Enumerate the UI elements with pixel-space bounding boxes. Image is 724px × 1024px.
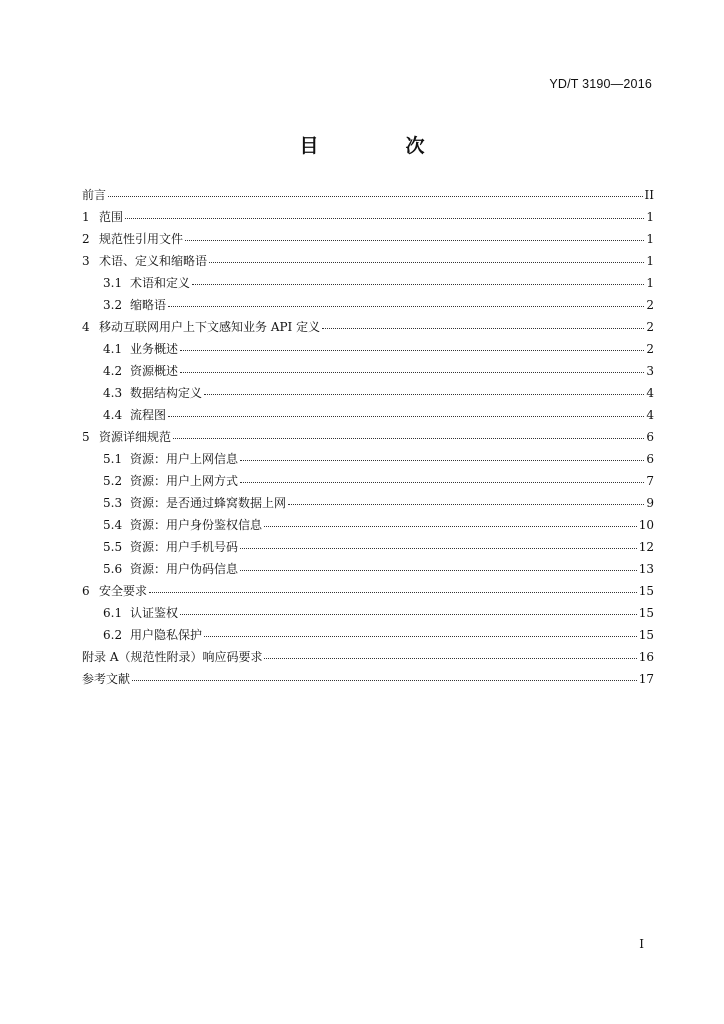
toc-entry-number: 6: [82, 584, 90, 598]
toc-dot-leader: [264, 658, 636, 659]
toc-entry-page: 4: [646, 386, 654, 400]
toc-entry-page: 2: [646, 320, 654, 334]
toc-entry-label: 资源概述: [130, 364, 179, 378]
toc-dot-leader: [264, 526, 637, 527]
toc-dot-leader: [204, 636, 637, 637]
toc-entry-number: 3: [82, 254, 90, 268]
toc-entry-number: 1: [82, 210, 90, 224]
toc-entry[interactable]: [82, 360, 654, 382]
toc-entry-label: 资源：用户身份鉴权信息: [130, 518, 263, 532]
toc-entry-page: 1: [646, 210, 654, 224]
toc-entry-label: 前言: [82, 188, 107, 202]
toc-entry-page: 1: [646, 276, 654, 290]
toc-entry-number: 4.1: [103, 342, 123, 356]
toc-dot-leader: [108, 196, 643, 197]
toc-dot-leader: [240, 548, 637, 549]
toc-entry[interactable]: [82, 316, 654, 338]
toc-entry-page: 15: [638, 584, 654, 598]
toc-entry-label: 术语和定义: [130, 276, 191, 290]
toc-entry-label: 资源详细规范: [99, 430, 172, 444]
toc-title: 目 次: [299, 135, 459, 157]
toc-entry[interactable]: [82, 338, 654, 360]
toc-entry-label: 流程图: [130, 408, 167, 422]
toc-entry-label: 用户隐私保护: [130, 628, 203, 642]
toc-entry[interactable]: [82, 228, 654, 250]
toc-dot-leader: [149, 592, 637, 593]
toc-entry-page: 3: [646, 364, 654, 378]
toc-entry-number: 4.2: [103, 364, 123, 378]
toc-entry[interactable]: [82, 514, 654, 536]
toc-entry[interactable]: [82, 470, 654, 492]
toc-entry-page: 7: [646, 474, 654, 488]
toc-entry-page: 12: [638, 540, 654, 554]
toc-entry-number: 5.6: [103, 562, 123, 576]
toc-entry-page: II: [644, 188, 654, 202]
toc-entry-label: 缩略语: [130, 298, 167, 312]
toc-entry-number: 5.5: [103, 540, 123, 554]
toc-entry[interactable]: [82, 206, 654, 228]
toc-entry-page: 10: [638, 518, 654, 532]
toc-entry-page: 4: [646, 408, 654, 422]
toc-entry-page: 16: [638, 650, 654, 664]
toc-entry[interactable]: [82, 558, 654, 580]
toc-entry[interactable]: [82, 668, 654, 690]
toc-entry[interactable]: [82, 382, 654, 404]
toc-entry-label: 附录 A（规范性附录）响应码要求: [82, 650, 263, 664]
toc-dot-leader: [173, 438, 644, 439]
toc-dot-leader: [288, 504, 644, 505]
toc-entry-page: 17: [638, 672, 654, 686]
toc-entry[interactable]: [82, 492, 654, 514]
toc-entry-number: 5.1: [103, 452, 123, 466]
table-of-contents: [82, 184, 654, 690]
toc-entry-number: 4.4: [103, 408, 123, 422]
toc-dot-leader: [240, 482, 644, 483]
toc-dot-leader: [322, 328, 644, 329]
toc-dot-leader: [125, 218, 644, 219]
toc-entry-number: 5.2: [103, 474, 123, 488]
toc-dot-leader: [209, 262, 644, 263]
toc-entry-page: 1: [646, 232, 654, 246]
toc-dot-leader: [168, 416, 644, 417]
toc-entry-page: 9: [646, 496, 654, 510]
toc-entry-label: 资源：用户手机号码: [130, 540, 239, 554]
toc-entry-page: 6: [646, 452, 654, 466]
document-code: YD/T 3190—2016: [549, 77, 652, 91]
toc-entry-number: 2: [82, 232, 90, 246]
toc-entry-page: 13: [638, 562, 654, 576]
toc-entry-label: 认证鉴权: [130, 606, 179, 620]
toc-entry-label: 资源：用户上网信息: [130, 452, 239, 466]
toc-entry[interactable]: [82, 624, 654, 646]
toc-dot-leader: [240, 570, 637, 571]
toc-dot-leader: [132, 680, 637, 681]
toc-entry[interactable]: [82, 602, 654, 624]
toc-entry[interactable]: [82, 294, 654, 316]
toc-entry-label: 安全要求: [99, 584, 148, 598]
toc-entry-number: 5.4: [103, 518, 123, 532]
toc-entry-label: 业务概述: [130, 342, 179, 356]
toc-entry[interactable]: [82, 272, 654, 294]
toc-dot-leader: [180, 614, 637, 615]
toc-entry-page: 15: [638, 628, 654, 642]
toc-entry-number: 4: [82, 320, 90, 334]
toc-entry-number: 5.3: [103, 496, 123, 510]
toc-entry-label: 参考文献: [82, 672, 131, 686]
toc-entry[interactable]: [82, 536, 654, 558]
toc-entry-label: 资源：用户伪码信息: [130, 562, 239, 576]
toc-entry-label: 数据结构定义: [130, 386, 203, 400]
toc-entry-label: 规范性引用文件: [99, 232, 184, 246]
toc-entry-number: 5: [82, 430, 90, 444]
toc-entry-page: 6: [646, 430, 654, 444]
toc-entry-number: 4.3: [103, 386, 123, 400]
toc-entry[interactable]: [82, 426, 654, 448]
toc-dot-leader: [185, 240, 644, 241]
toc-dot-leader: [180, 372, 644, 373]
toc-entry[interactable]: [82, 184, 654, 206]
toc-entry[interactable]: [82, 404, 654, 426]
toc-entry-page: 2: [646, 298, 654, 312]
toc-entry-page: 1: [646, 254, 654, 268]
toc-dot-leader: [240, 460, 644, 461]
toc-entry-number: 3.2: [103, 298, 123, 312]
toc-entry-label: 资源：用户上网方式: [130, 474, 239, 488]
toc-entry-page: 2: [646, 342, 654, 356]
toc-entry-label: 范围: [99, 210, 124, 224]
toc-entry-number: 6.2: [103, 628, 123, 642]
toc-entry-number: 3.1: [103, 276, 123, 290]
toc-entry-label: 资源：是否通过蜂窝数据上网: [130, 496, 287, 510]
toc-entry-label: 术语、定义和缩略语: [99, 254, 208, 268]
toc-dot-leader: [192, 284, 644, 285]
toc-entry[interactable]: [82, 646, 654, 668]
toc-entry-number: 6.1: [103, 606, 123, 620]
toc-entry[interactable]: [82, 580, 654, 602]
toc-dot-leader: [180, 350, 644, 351]
toc-entry[interactable]: [82, 448, 654, 470]
toc-entry[interactable]: [82, 250, 654, 272]
page-folio: I: [639, 937, 644, 951]
toc-entry-label: 移动互联网用户上下文感知业务 API 定义: [99, 320, 321, 334]
toc-entry-page: 15: [638, 606, 654, 620]
toc-dot-leader: [204, 394, 644, 395]
toc-dot-leader: [168, 306, 644, 307]
